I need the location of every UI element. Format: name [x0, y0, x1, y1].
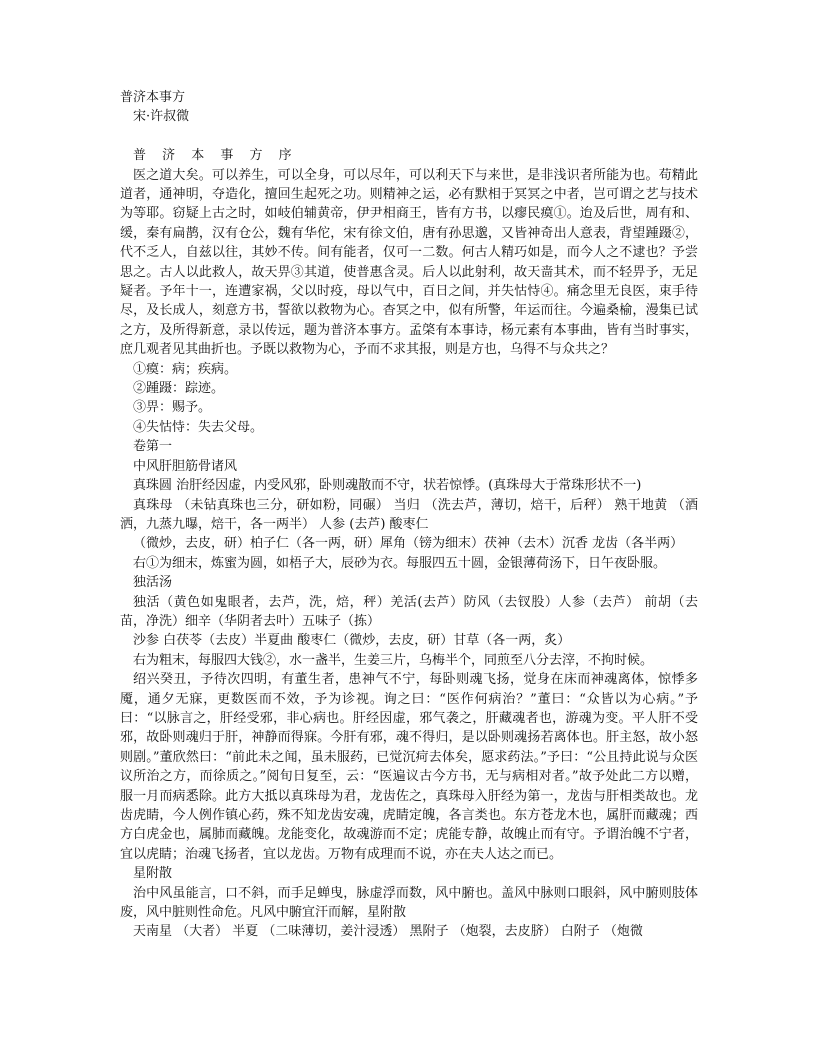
book-title: 普济本事方 — [120, 90, 186, 105]
preparation-method: 右①为细末，炼蜜为圆，如梧子大，辰砂为衣。每服四五十圆，金银薄荷汤下，日午夜卧服。 — [133, 555, 667, 571]
volume-heading: 卷第一 — [133, 439, 173, 455]
case-record: 绍兴癸丑，予待次四明，有董生者，患神气不宁，每卧则魂飞扬，觉身在床而神魂离体，惊悸多魇，通夕无寐，更数医而不效，予为诊视。询之曰：“医作何病治？”董曰：“众皆以为心病。”予曰：“以脉言之，肝经受邪，非心病也。肝经因虚，邪气袭之，肝藏魂者也，游魂为变。平人肝不受邪，故卧则魂归于肝，神静而得寐。今肝有邪，魂不得归，是以卧则魂扬若离体也。肝主怒，故小怒则剧。”董欣然曰：“前此未之闻，虽未服药，已觉沉疴去体矣，愿求药法。”予曰：“公且持此说与众医议所治之方，而徐质之。”阅旬日复至，云：“医遍议古今方书，无与病相对者。”故予处此二方以赠，服一月而病悉除。此方大抵以真珠母为君，龙齿佐之，真珠母入肝经为第一，龙齿与肝相类故也。龙齿虎睛，今人例作镇心药，殊不知龙齿安魂，虎睛定魄，各言类也。东方苍龙木也，属肝而藏魂；西方白虎金也，属肺而藏魄。龙能变化，故魂游而不定；虎能专静，故魄止而有守。予谓治魄不宁者，宜以虎睛；治魂飞扬者，宜以龙齿。万物有成理而不说，亦在夫人达之而已。 — [120, 672, 698, 862]
footnote: ④失怙恃：失去父母。 — [133, 419, 264, 435]
preface-heading: 普 济 本 事 方 序 — [133, 148, 298, 164]
ingredient-list: 独活（黄色如鬼眼者，去芦，洗，焙，秤）羌活(去芦）防风（去钗股）人参（去芦） 前胡（去苗，净洗）细辛（华阴者去叶）五味子（拣） — [120, 594, 698, 629]
ingredient-list: 天南星 （大者） 半夏 （二味薄切，姜汁浸透） 黑附子 （炮裂，去皮脐） 白附子 （炮微 — [133, 924, 643, 940]
formula-intro: 真珠圆 治肝经因虚，内受风邪，卧则魂散而不守，状若惊悸。(真珠母大于常珠形状不一) — [133, 478, 642, 494]
preparation-method: 右为粗末，每服四大钱②，水一盏半，生姜三片，乌梅半个，同煎至八分去滓，不拘时候。 — [133, 652, 654, 668]
section-heading: 中风肝胆筋骨诸风 — [133, 458, 238, 474]
formula-name: 独活汤 — [133, 575, 173, 591]
footnote: ②踵蹑：踪迹。 — [133, 381, 225, 397]
preface-body: 医之道大矣。可以养生，可以全身，可以尽年，可以利天下与来世，是非浅识者所能为也。苟精此道者，通神明，夺造化，擅回生起死之功。则精神之运，必有默相于冥冥之中者，岂可谓之艺与技术为等耶。窃疑上古之时，如岐伯辅黄帝，伊尹相商王，皆有方书，以瘳民瘼①。迨及后世，周有和、缓，秦有扁鹊，汉有仓公，魏有华佗，宋有徐文伯，唐有孙思邈，又皆神奇出人意表，背望踵蹑②，代不乏人，自兹以往，其妙不传。间有能者，仅可一二数。何古人精巧如是，而今人之不逮也？予尝思之。古人以此救人，故天畀③其道，使普惠含灵。后人以此射利，故天啬其术，而不轻畀予，无足疑者。予年十一，连遭家祸，父以时疫，母以气中，百日之间，并失怙恃④。痛念里无良医，束手待尽，及长成人，刻意方书，誓欲以救物为心。杳冥之中，似有所警，年运而往。今遍桑榆，漫集已试之方，及所得新意，录以传远，题为普济本事方。孟棨有本事诗，杨元素有本事曲，皆有当时事实，庶几观者见其曲折也。予既以救物为心，予而不求其报，则是方也，乌得不与众共之？ — [120, 167, 698, 358]
formula-name: 星附散 — [133, 866, 173, 882]
ingredient-list: （微炒，去皮，研）柏子仁（各一两，研）犀角（镑为细末）茯神（去木）沉香 龙齿（各半两） — [133, 536, 684, 552]
formula-description: 治中风虽能言，口不斜，而手足蝉曳，脉虚浮而数，风中腑也。盖风中脉则口眼斜，风中腑则肢体废，风中脏则性命危。凡风中腑宜汗而解，星附散 — [120, 885, 698, 921]
ingredient-list: 真珠母 （未钻真珠也三分，研如粉，同碾） 当归 （洗去芦，薄切，焙干，后秤） 熟干地黄 （酒洒，九蒸九曝，焙干，各一两半） 人参 (去芦) 酸枣仁 — [120, 497, 698, 532]
blank-line — [120, 127, 698, 146]
document-page — [120, 88, 698, 942]
author-line: 宋·许叔微 — [133, 109, 190, 125]
footnote: ①瘼：病；疾病。 — [133, 361, 238, 377]
footnote: ③畀：赐予。 — [133, 400, 212, 416]
ingredient-list: 沙参 白茯苓（去皮）半夏曲 酸枣仁（微炒，去皮，研）甘草（各一两，炙） — [133, 633, 571, 649]
